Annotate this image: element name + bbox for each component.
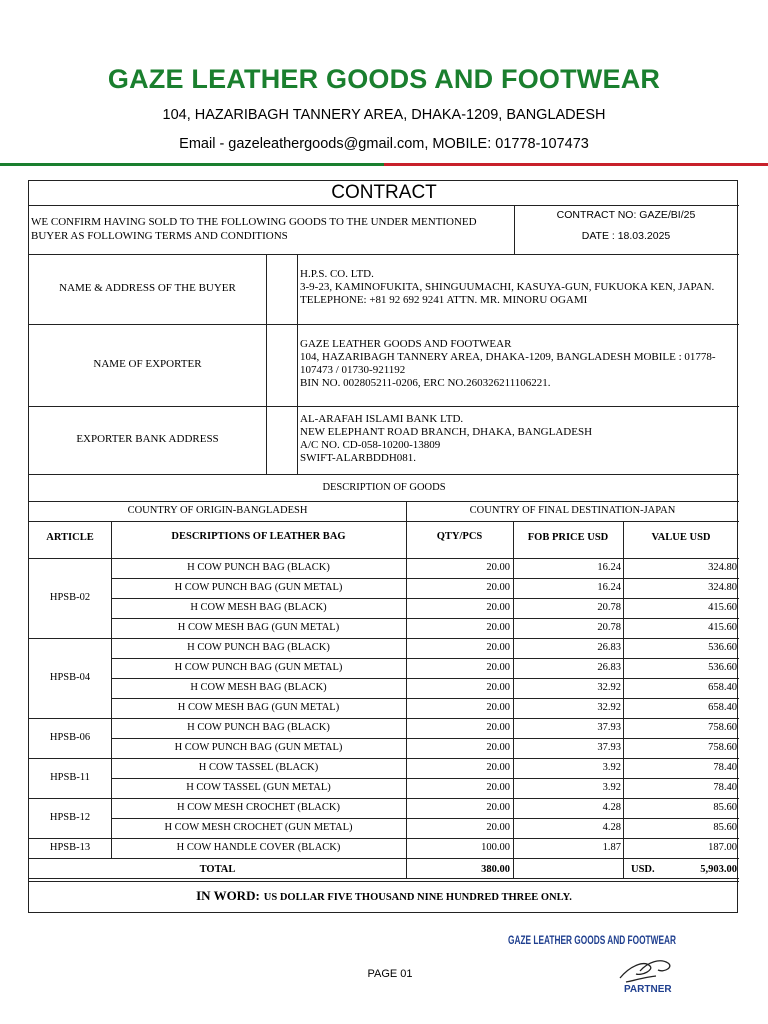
stamp-company-text: GAZE LEATHER GOODS AND FOOTWEAR — [508, 935, 677, 947]
rule — [29, 205, 739, 206]
exporter-line: 104, HAZARIBAGH TANNERY AREA, DHAKA-1209, BANGLADESH MOBILE : 01778- — [300, 351, 716, 363]
article-cell: HPSB-12 — [49, 812, 91, 823]
item-value: 658.40 — [708, 682, 737, 693]
article-cell: HPSB-02 — [49, 592, 91, 603]
item-value: 536.60 — [708, 642, 737, 653]
bank-line: SWIFT-ALARBDDH081. — [300, 452, 417, 464]
page-number: PAGE 01 — [367, 968, 413, 980]
item-value: 536.60 — [708, 662, 737, 673]
item-description: H COW MESH BAG (GUN METAL) — [177, 622, 340, 633]
item-fob-price: 32.92 — [597, 702, 621, 713]
item-description: H COW MESH CROCHET (BLACK) — [177, 802, 340, 813]
in-word-label: IN WORD: — [196, 888, 260, 903]
item-qty: 20.00 — [486, 662, 510, 673]
item-qty: 20.00 — [486, 762, 510, 773]
confirmation-text — [31, 215, 511, 243]
exporter-line: GAZE LEATHER GOODS AND FOOTWEAR — [300, 338, 512, 350]
item-value: 324.80 — [708, 562, 737, 573]
item-value: 415.60 — [708, 622, 737, 633]
description-of-goods-title: DESCRIPTION OF GOODS — [322, 482, 446, 493]
item-fob-price: 3.92 — [602, 782, 621, 793]
item-value: 758.60 — [708, 722, 737, 733]
item-fob-price: 32.92 — [597, 682, 621, 693]
header-divider-red — [384, 163, 768, 166]
header-description: DESCRIPTIONS OF LEATHER BAG — [171, 531, 346, 542]
total-value: 5,903.00 — [700, 864, 737, 875]
item-description: H COW PUNCH BAG (GUN METAL) — [174, 582, 343, 593]
item-description: H COW MESH BAG (BLACK) — [190, 602, 327, 613]
item-value: 415.60 — [708, 602, 737, 613]
buyer-line: 3-9-23, KAMINOFUKITA, SHINGUUMACHI, KASUYA-GUN, FUKUOKA KEN, JAPAN. — [300, 281, 715, 293]
item-value: 758.60 — [708, 742, 737, 753]
rule — [29, 474, 739, 475]
item-description: H COW PUNCH BAG (BLACK) — [187, 562, 330, 573]
item-value: 85.60 — [713, 802, 737, 813]
header-fob: FOB PRICE USD — [527, 532, 609, 543]
country-of-origin: COUNTRY OF ORIGIN-BANGLADESH — [127, 505, 308, 516]
item-value: 658.40 — [708, 702, 737, 713]
header-value: VALUE USD — [651, 532, 711, 543]
total-label: TOTAL — [199, 864, 236, 875]
rule — [297, 254, 298, 474]
exporter-label: NAME OF EXPORTER — [93, 358, 202, 370]
rule — [29, 881, 739, 882]
item-description: H COW MESH CROCHET (GUN METAL) — [164, 822, 353, 833]
header-article: ARTICLE — [46, 532, 94, 543]
partner-signature-stamp — [508, 930, 688, 1000]
item-fob-price: 16.24 — [597, 562, 621, 573]
bank-label: EXPORTER BANK ADDRESS — [76, 433, 219, 445]
item-value: 78.40 — [713, 762, 737, 773]
rule — [29, 324, 739, 325]
item-value: 85.60 — [713, 822, 737, 833]
rule — [29, 254, 739, 255]
total-currency: USD. — [631, 864, 655, 875]
buyer-line: TELEPHONE: +81 92 692 9241 ATTN. MR. MINORU OGAMI — [300, 294, 588, 306]
item-description: H COW MESH BAG (BLACK) — [190, 682, 327, 693]
stamp-role-text: PARTNER — [624, 984, 672, 995]
buyer-label: NAME & ADDRESS OF THE BUYER — [59, 282, 236, 294]
item-qty: 20.00 — [486, 722, 510, 733]
item-description: H COW TASSEL (GUN METAL) — [186, 782, 331, 793]
item-fob-price: 37.93 — [597, 742, 621, 753]
item-qty: 20.00 — [486, 742, 510, 753]
company-title: GAZE LEATHER GOODS AND FOOTWEAR — [107, 64, 661, 94]
in-word-value: US DOLLAR FIVE THOUSAND NINE HUNDRED THREE ONLY. — [263, 892, 572, 903]
item-qty: 20.00 — [486, 602, 510, 613]
rule — [29, 878, 739, 879]
item-value: 324.80 — [708, 582, 737, 593]
item-qty: 20.00 — [486, 802, 510, 813]
item-fob-price: 20.78 — [597, 622, 621, 633]
buyer-details — [300, 268, 736, 307]
item-description: H COW PUNCH BAG (BLACK) — [187, 722, 330, 733]
item-value: 78.40 — [713, 782, 737, 793]
rule — [266, 254, 267, 474]
item-qty: 20.00 — [486, 682, 510, 693]
item-description: H COW PUNCH BAG (GUN METAL) — [174, 662, 343, 673]
bank-details — [300, 413, 736, 465]
item-description: H COW TASSEL (BLACK) — [198, 762, 319, 773]
item-fob-price: 1.87 — [602, 842, 621, 853]
exporter-details — [300, 338, 736, 390]
article-cell: HPSB-13 — [49, 842, 91, 853]
row-rule — [29, 858, 739, 859]
signature-scribble — [620, 961, 670, 982]
confirmation-line: WE CONFIRM HAVING SOLD TO THE FOLLOWING GOODS TO THE UNDER MENTIONED — [31, 216, 477, 228]
company-address: 104, HAZARIBAGH TANNERY AREA, DHAKA-1209, BANGLADESH — [162, 107, 606, 123]
item-fob-price: 4.28 — [602, 802, 621, 813]
item-fob-price: 20.78 — [597, 602, 621, 613]
bank-line: A/C NO. CD-058-10200-13809 — [300, 439, 441, 451]
article-cell: HPSB-06 — [49, 732, 91, 743]
item-description: H COW HANDLE COVER (BLACK) — [176, 842, 341, 853]
header-qty: QTY/PCS — [436, 531, 483, 542]
contract-date: DATE : 18.03.2025 — [581, 230, 671, 242]
item-fob-price: 3.92 — [602, 762, 621, 773]
item-description: H COW PUNCH BAG (BLACK) — [187, 642, 330, 653]
bank-line: NEW ELEPHANT ROAD BRANCH, DHAKA, BANGLADESH — [300, 426, 593, 438]
rule — [29, 406, 739, 407]
item-qty: 20.00 — [486, 562, 510, 573]
item-qty: 100.00 — [481, 842, 510, 853]
exporter-line: 107473 / 01730-921192 — [300, 364, 406, 376]
item-description: H COW MESH BAG (GUN METAL) — [177, 702, 340, 713]
bank-line: AL-ARAFAH ISLAMI BANK LTD. — [300, 413, 464, 425]
item-fob-price: 26.83 — [597, 662, 621, 673]
item-fob-price: 26.83 — [597, 642, 621, 653]
item-qty: 20.00 — [486, 642, 510, 653]
buyer-line: H.P.S. CO. LTD. — [300, 268, 374, 280]
item-qty: 20.00 — [486, 622, 510, 633]
contract-title: CONTRACT — [331, 182, 437, 203]
item-description: H COW PUNCH BAG (GUN METAL) — [174, 742, 343, 753]
contract-number: CONTRACT NO: GAZE/BI/25 — [556, 209, 696, 221]
confirmation-line: BUYER AS FOLLOWING TERMS AND CONDITIONS — [31, 230, 288, 242]
item-qty: 20.00 — [486, 782, 510, 793]
exporter-line: BIN NO. 002805211-0206, ERC NO.260326211106221. — [300, 377, 551, 389]
rule — [29, 501, 739, 502]
item-fob-price: 4.28 — [602, 822, 621, 833]
article-cell: HPSB-11 — [50, 772, 90, 783]
item-qty: 20.00 — [486, 822, 510, 833]
item-qty: 20.00 — [486, 582, 510, 593]
header-divider-green — [0, 163, 384, 166]
item-qty: 20.00 — [486, 702, 510, 713]
amount-in-words — [29, 887, 739, 905]
total-qty: 380.00 — [481, 864, 510, 875]
contract-frame — [28, 180, 738, 913]
country-of-destination: COUNTRY OF FINAL DESTINATION-JAPAN — [469, 505, 676, 516]
item-fob-price: 16.24 — [597, 582, 621, 593]
item-value: 187.00 — [708, 842, 737, 853]
item-fob-price: 37.93 — [597, 722, 621, 733]
rule — [29, 521, 739, 522]
article-cell: HPSB-04 — [49, 672, 91, 683]
company-contact: Email - gazeleathergoods@gmail.com, MOBILE: 01778-107473 — [179, 136, 589, 152]
